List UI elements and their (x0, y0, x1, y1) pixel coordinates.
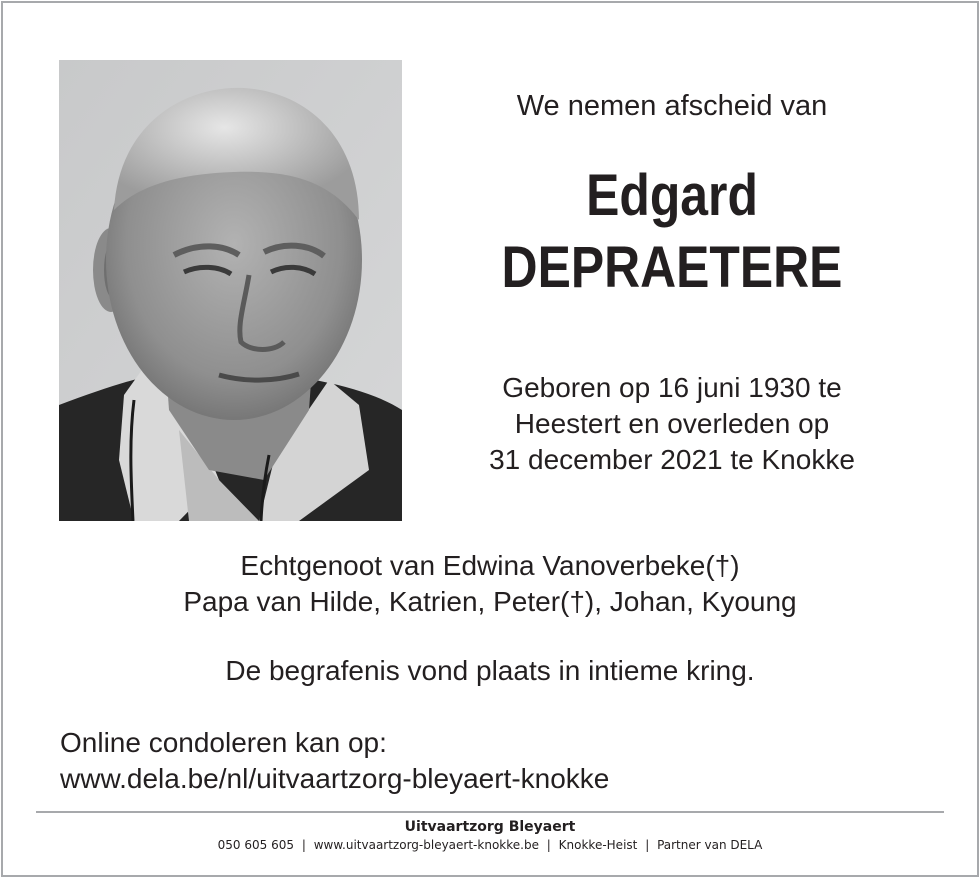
company-location: Knokke-Heist (558, 838, 638, 852)
condolence-intro: Online condoleren kan op: (60, 727, 387, 758)
portrait-illustration (59, 60, 402, 521)
deceased-name (490, 160, 855, 304)
phone-number[interactable]: 050 605 605 (217, 838, 294, 852)
birth-death-dates (440, 370, 904, 478)
dates-line: Geboren op 16 juni 1930 te (502, 372, 842, 403)
spouse-line: Echtgenoot van Edwina Vanoverbeke(†) (240, 550, 740, 581)
family-info (40, 548, 940, 620)
funeral-company-name: Uitvaartzorg Bleyaert (404, 819, 576, 835)
partner-text: Partner van DELA (657, 838, 763, 852)
separator: | (301, 838, 306, 852)
condolence-link[interactable]: www.dela.be/nl/uitvaartzorg-bleyaert-knokke (60, 763, 610, 794)
separator: | (546, 838, 551, 852)
funeral-notice: De begrafenis vond plaats in intieme kring. (225, 655, 755, 686)
company-website-link[interactable]: www.uitvaartzorg-bleyaert-knokke.be (313, 838, 539, 852)
dates-line: 31 december 2021 te Knokke (489, 444, 855, 475)
portrait-photo (59, 60, 402, 521)
first-name: Edgard (586, 163, 758, 228)
dates-line: Heestert en overleden op (514, 408, 830, 439)
funeral-company-contact (40, 837, 940, 853)
last-name: DEPRAETERE (501, 235, 843, 300)
children-line: Papa van Hilde, Katrien, Peter(†), Johan, Kyoung (183, 586, 797, 617)
intro-text: We nemen afscheid van (516, 90, 828, 122)
separator: | (645, 838, 650, 852)
footer-divider (36, 811, 944, 813)
condolence-info (60, 725, 940, 797)
